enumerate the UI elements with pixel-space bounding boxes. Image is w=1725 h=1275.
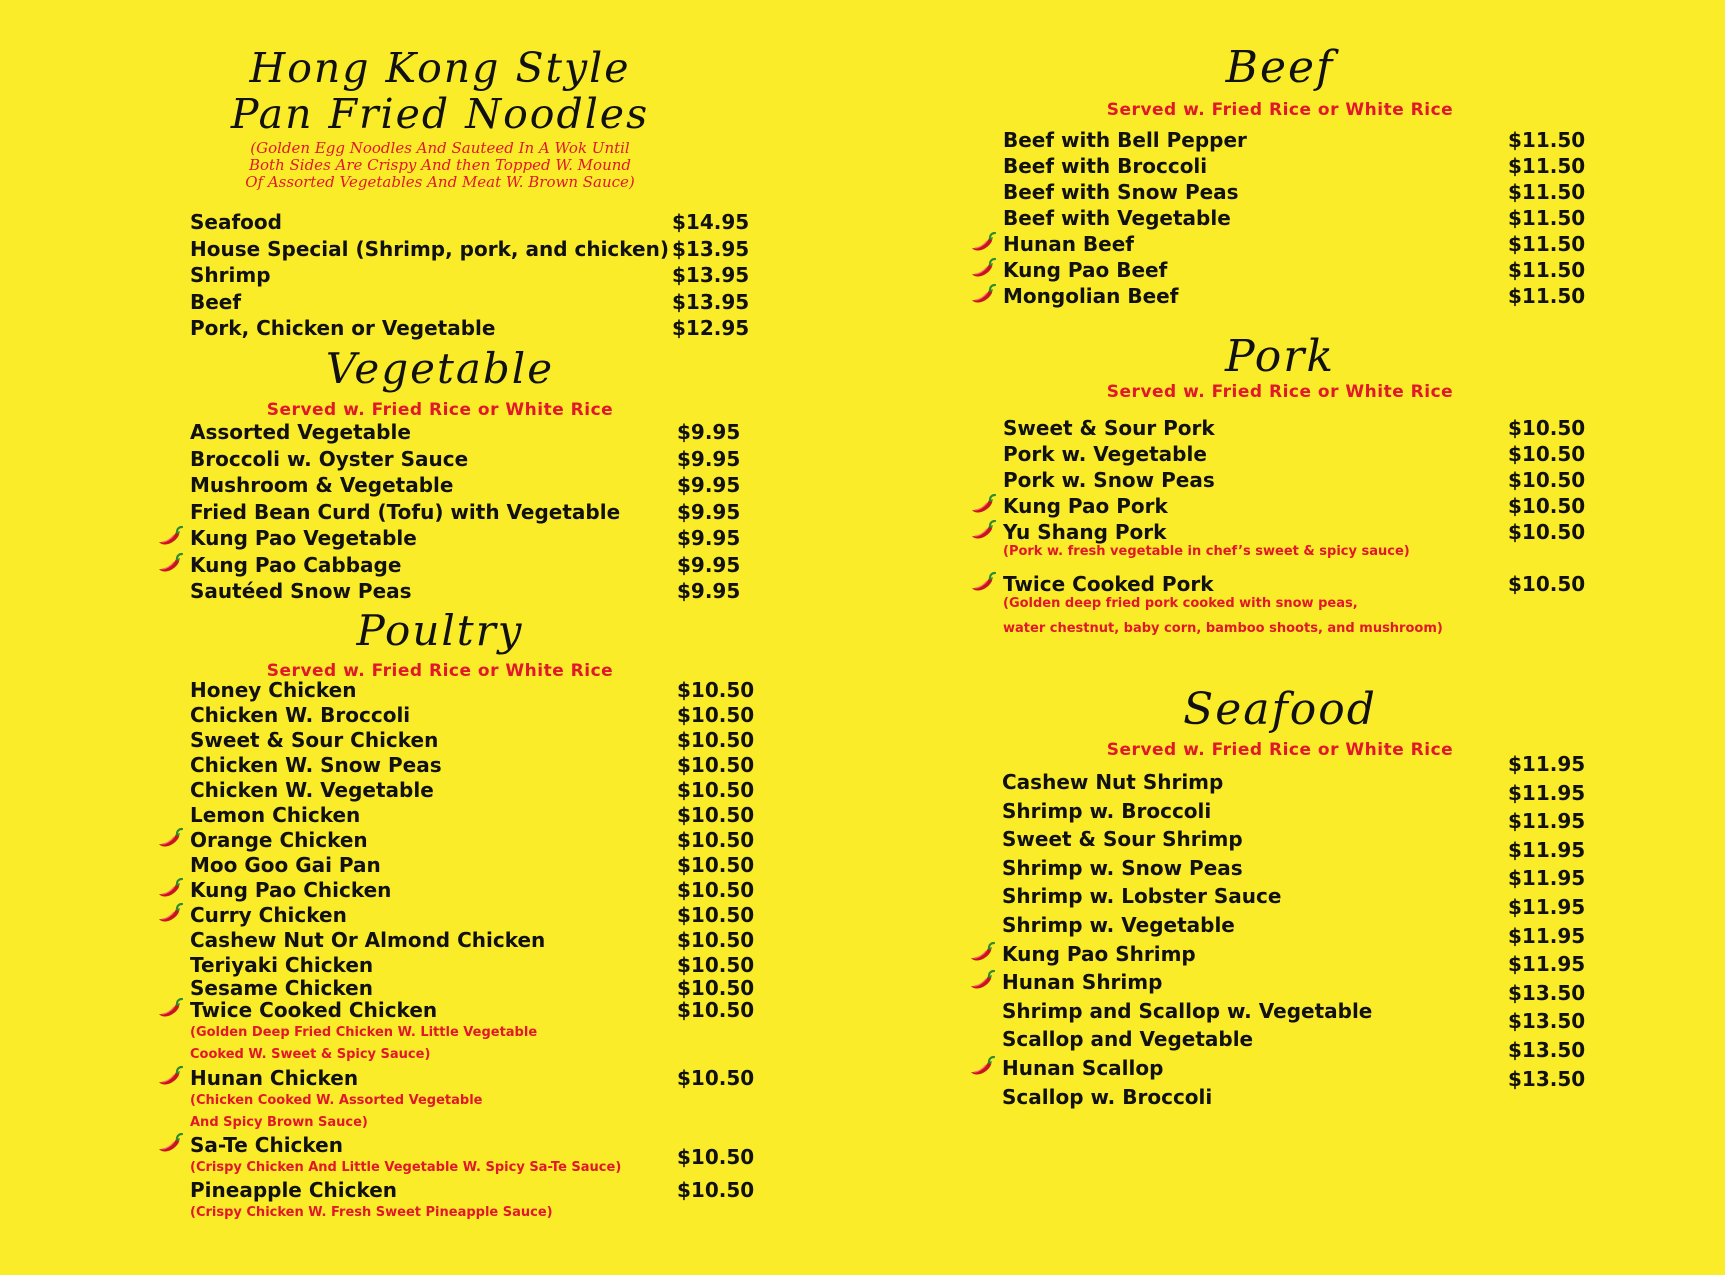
- menu-item: [190, 290, 750, 316]
- seafood-subtitle: Served w. Fried Rice or White Rice: [1106, 740, 1454, 760]
- item-name: Assorted Vegetable: [190, 420, 411, 444]
- menu-item: [1002, 1027, 1422, 1053]
- menu-item: [1002, 913, 1422, 939]
- poultry-subtitle: Served w. Fried Rice or White Rice: [266, 661, 614, 681]
- menu-item: [1003, 180, 1586, 206]
- item-price: $10.50: [1508, 416, 1586, 440]
- item-name: Hunan Shrimp: [1002, 970, 1163, 995]
- chili-pepper-icon: [156, 1132, 184, 1154]
- item-price: $13.50: [1508, 1009, 1586, 1034]
- item-price: $10.50: [677, 998, 755, 1022]
- chili-pepper-icon: [969, 283, 997, 305]
- item-name: Sweet & Sour Chicken: [190, 728, 439, 752]
- item-name: Sesame Chicken: [190, 976, 373, 1000]
- noodles-title: Pan Fried Noodles: [230, 90, 650, 138]
- item-name: Pork w. Vegetable: [1003, 442, 1207, 466]
- menu-item: [190, 703, 755, 729]
- chili-pepper-icon: [156, 877, 184, 899]
- item-price: $9.95: [677, 420, 741, 444]
- noodles-description: Both Sides Are Crispy And then Topped W. Mound: [249, 156, 631, 174]
- chili-pepper-icon: [969, 571, 997, 593]
- item-name: Kung Pao Chicken: [190, 878, 392, 902]
- item-name: Scallop w. Broccoli: [1002, 1084, 1213, 1109]
- item-name: Shrimp w. Lobster Sauce: [1002, 884, 1282, 909]
- menu-item: [1002, 827, 1422, 853]
- item-name: Shrimp and Scallop w. Vegetable: [1002, 998, 1373, 1023]
- item-name: Cashew Nut Shrimp: [1002, 770, 1224, 794]
- menu-item: [1002, 999, 1422, 1025]
- chili-pepper-icon: [969, 519, 997, 541]
- item-price: $11.50: [1508, 232, 1586, 256]
- item-name: Broccoli w. Oyster Sauce: [190, 447, 469, 471]
- menu-item: [190, 1066, 755, 1092]
- chili-pepper-icon: [969, 257, 997, 279]
- item-price: $9.95: [677, 473, 741, 497]
- item-name: Twice Cooked Chicken: [190, 998, 438, 1022]
- menu-item: [190, 678, 755, 704]
- chili-pepper-icon: [156, 552, 184, 574]
- menu-item: [1003, 520, 1586, 546]
- beef-subtitle: Served w. Fried Rice or White Rice: [1106, 100, 1454, 120]
- menu-item: [190, 526, 740, 552]
- item-name: Scallop and Vegetable: [1002, 1027, 1254, 1052]
- menu-item: [1002, 856, 1422, 882]
- menu-item: [1003, 128, 1586, 154]
- menu-item: [1003, 468, 1586, 494]
- item-price: $9.95: [677, 447, 741, 471]
- vegetable-subtitle: Served w. Fried Rice or White Rice: [266, 400, 614, 420]
- menu-item: [190, 903, 755, 929]
- item-name: Kung Pao Cabbage: [190, 553, 402, 577]
- noodles-description: Of Assorted Vegetables And Meat W. Brown Sauce): [245, 173, 635, 191]
- item-name: Curry Chicken: [190, 903, 347, 927]
- item-name: Mushroom & Vegetable: [190, 473, 454, 497]
- chili-pepper-icon: [156, 1065, 184, 1087]
- item-name: Hunan Scallop: [1002, 1056, 1164, 1080]
- menu-item: [190, 928, 755, 954]
- item-name: Fried Bean Curd (Tofu) with Vegetable: [190, 500, 621, 524]
- item-name: Sautéed Snow Peas: [190, 579, 412, 603]
- item-name: Beef with Broccoli: [1003, 154, 1208, 178]
- chili-pepper-icon: [156, 827, 184, 849]
- item-name: Shrimp: [190, 263, 271, 287]
- menu-item: [190, 753, 755, 779]
- item-price: $9.95: [677, 579, 741, 603]
- item-name: Kung Pao Beef: [1003, 258, 1168, 282]
- menu-item: [190, 853, 755, 879]
- item-price: $10.50: [677, 1178, 755, 1202]
- menu-item: [190, 420, 740, 446]
- item-name: Seafood: [190, 210, 282, 234]
- item-name: Moo Goo Gai Pan: [190, 853, 381, 877]
- item-price: $11.50: [1508, 206, 1586, 230]
- item-price: $13.95: [672, 237, 750, 261]
- menu-item: [1002, 884, 1422, 910]
- menu-item: [190, 237, 750, 263]
- item-price: $10.50: [677, 1066, 755, 1090]
- menu-item: [1003, 154, 1586, 180]
- item-price: $11.95: [1508, 837, 1586, 862]
- menu-item: [1002, 970, 1422, 996]
- item-price: $9.95: [677, 500, 741, 524]
- item-price: $10.50: [677, 678, 755, 702]
- menu-item: [1003, 206, 1586, 232]
- chili-pepper-icon: [156, 902, 184, 924]
- item-name: Kung Pao Vegetable: [190, 526, 417, 550]
- item-price: $11.50: [1508, 154, 1586, 178]
- item-name: Mongolian Beef: [1003, 284, 1179, 308]
- item-note: (Golden Deep Fried Chicken W. Little Vegetable: [190, 1025, 538, 1040]
- item-price: $11.95: [1508, 895, 1586, 919]
- item-price: $10.50: [1508, 494, 1586, 518]
- menu-item: [1002, 1056, 1422, 1082]
- menu-item: [190, 728, 755, 754]
- menu-item: [1002, 942, 1422, 968]
- item-price: $10.50: [1508, 520, 1586, 544]
- item-price: $10.50: [677, 753, 755, 777]
- item-name: Sweet & Sour Shrimp: [1002, 827, 1243, 852]
- item-name: Cashew Nut Or Almond Chicken: [190, 928, 546, 952]
- menu-item: [1003, 494, 1586, 520]
- item-name: Beef with Bell Pepper: [1003, 128, 1247, 152]
- item-note: (Chicken Cooked W. Assorted Vegetable: [190, 1093, 483, 1108]
- item-name: Yu Shang Pork: [1003, 520, 1167, 544]
- item-price: $10.50: [677, 803, 755, 827]
- item-price: $10.50: [1508, 442, 1586, 466]
- pork-title: Pork: [1224, 331, 1335, 382]
- item-price: $11.95: [1508, 780, 1586, 805]
- item-price: $13.50: [1508, 1066, 1586, 1091]
- vegetable-title: Vegetable: [325, 344, 555, 393]
- menu-item: [1002, 799, 1422, 825]
- menu-item: [190, 579, 740, 605]
- item-price: $11.95: [1508, 752, 1586, 776]
- item-price: $11.95: [1508, 923, 1586, 948]
- item-name: Shrimp w. Vegetable: [1002, 913, 1235, 937]
- item-price: $11.50: [1508, 180, 1586, 204]
- chili-pepper-icon: [968, 1055, 996, 1077]
- menu-item: [190, 316, 750, 342]
- item-price: $10.50: [677, 703, 755, 727]
- item-name: Honey Chicken: [190, 678, 357, 702]
- item-name: Lemon Chicken: [190, 803, 361, 827]
- chili-pepper-icon: [969, 493, 997, 515]
- item-name: Kung Pao Shrimp: [1002, 941, 1196, 966]
- item-price: $10.50: [1508, 572, 1586, 596]
- item-name: Pineapple Chicken: [190, 1178, 398, 1202]
- item-name: Hunan Beef: [1003, 232, 1134, 256]
- menu-item: [190, 778, 755, 804]
- item-name: Pork, Chicken or Vegetable: [190, 316, 496, 340]
- item-price: $11.50: [1508, 258, 1586, 282]
- item-price: $13.50: [1508, 980, 1586, 1005]
- item-price: $11.95: [1508, 952, 1586, 977]
- menu-item: [190, 803, 755, 829]
- chili-pepper-icon: [156, 525, 184, 547]
- item-price: $14.95: [672, 210, 750, 234]
- item-price: $10.50: [677, 976, 755, 1000]
- item-note: (Crispy Chicken W. Fresh Sweet Pineapple Sauce): [190, 1205, 553, 1220]
- item-price: $10.50: [677, 878, 755, 902]
- beef-title: Beef: [1225, 42, 1335, 93]
- item-name: Pork w. Snow Peas: [1003, 468, 1215, 492]
- item-price: $11.50: [1508, 128, 1586, 152]
- item-price: $13.95: [672, 263, 750, 287]
- item-price: $11.95: [1508, 866, 1586, 891]
- menu-item: [190, 473, 740, 499]
- menu-item: [1003, 572, 1586, 598]
- item-note: And Spicy Brown Sauce): [190, 1115, 368, 1130]
- item-name: Orange Chicken: [190, 828, 368, 852]
- seafood-title: Seafood: [1183, 684, 1377, 735]
- menu-item: [1003, 442, 1586, 468]
- menu-item: [190, 263, 750, 289]
- menu-item: [190, 500, 740, 526]
- item-name: Shrimp w. Broccoli: [1002, 798, 1212, 823]
- item-name: Beef: [190, 290, 242, 314]
- menu-item: [190, 828, 755, 854]
- item-name: House Special (Shrimp, pork, and chicken): [190, 237, 669, 261]
- item-price: $9.95: [677, 526, 741, 550]
- item-name: Chicken W. Broccoli: [190, 703, 411, 727]
- menu-item: [190, 210, 750, 236]
- item-note: Cooked W. Sweet & Spicy Sauce): [190, 1047, 431, 1062]
- item-price: $10.50: [1508, 468, 1586, 492]
- chili-pepper-icon: [969, 231, 997, 253]
- item-price: $12.95: [672, 316, 750, 340]
- item-price: $10.50: [677, 778, 755, 802]
- menu-item: [1003, 284, 1586, 310]
- menu-item: [1003, 416, 1586, 442]
- poultry-title: Poultry: [356, 606, 524, 655]
- item-name: Kung Pao Pork: [1003, 494, 1168, 518]
- item-name: Chicken W. Snow Peas: [190, 753, 442, 777]
- item-name: Beef with Snow Peas: [1003, 180, 1239, 204]
- item-price: $13.95: [672, 290, 750, 314]
- chili-pepper-icon: [968, 941, 996, 963]
- pork-subtitle: Served w. Fried Rice or White Rice: [1106, 382, 1454, 402]
- chili-pepper-icon: [156, 997, 184, 1019]
- menu-item: [190, 447, 740, 473]
- item-note: water chestnut, baby corn, bamboo shoots, and mushroom): [1003, 621, 1443, 636]
- item-price: $10.50: [677, 903, 755, 927]
- menu-item: [190, 878, 755, 904]
- item-name: Beef with Vegetable: [1003, 206, 1231, 230]
- item-name: Sweet & Sour Pork: [1003, 416, 1215, 440]
- menu-item: [1003, 232, 1586, 258]
- menu-item: [190, 998, 755, 1024]
- item-price: $10.50: [677, 853, 755, 877]
- item-price: $11.95: [1508, 809, 1586, 834]
- item-price: $10.50: [677, 828, 755, 852]
- item-price: $11.50: [1508, 284, 1586, 308]
- item-note: (Golden deep fried pork cooked with snow peas,: [1003, 596, 1358, 611]
- menu-item: [1003, 258, 1586, 284]
- item-price: $10.50: [677, 953, 755, 977]
- item-name: Teriyaki Chicken: [190, 953, 374, 977]
- item-price: $13.50: [1508, 1038, 1586, 1062]
- menu-item: [1002, 1085, 1422, 1111]
- noodles-title: Hong Kong Style: [249, 44, 631, 92]
- menu-item: [190, 553, 740, 579]
- item-name: Hunan Chicken: [190, 1066, 359, 1090]
- noodles-description: (Golden Egg Noodles And Sauteed In A Wok Until: [250, 139, 630, 157]
- item-price: $9.95: [677, 553, 741, 577]
- item-note: (Crispy Chicken And Little Vegetable W. Spicy Sa-Te Sauce): [190, 1160, 622, 1175]
- chili-pepper-icon: [968, 969, 996, 991]
- item-note: (Pork w. fresh vegetable in chef’s sweet & spicy sauce): [1003, 544, 1410, 559]
- item-name: Chicken W. Vegetable: [190, 778, 434, 802]
- item-name: Sa-Te Chicken: [190, 1133, 343, 1157]
- item-price: $10.50: [677, 728, 755, 752]
- menu-item: [1002, 770, 1422, 796]
- menu-item: [190, 1178, 755, 1204]
- item-price: $10.50: [677, 928, 755, 952]
- item-name: Twice Cooked Pork: [1003, 572, 1214, 596]
- item-price: $10.50: [677, 1145, 755, 1169]
- item-name: Shrimp w. Snow Peas: [1002, 855, 1243, 880]
